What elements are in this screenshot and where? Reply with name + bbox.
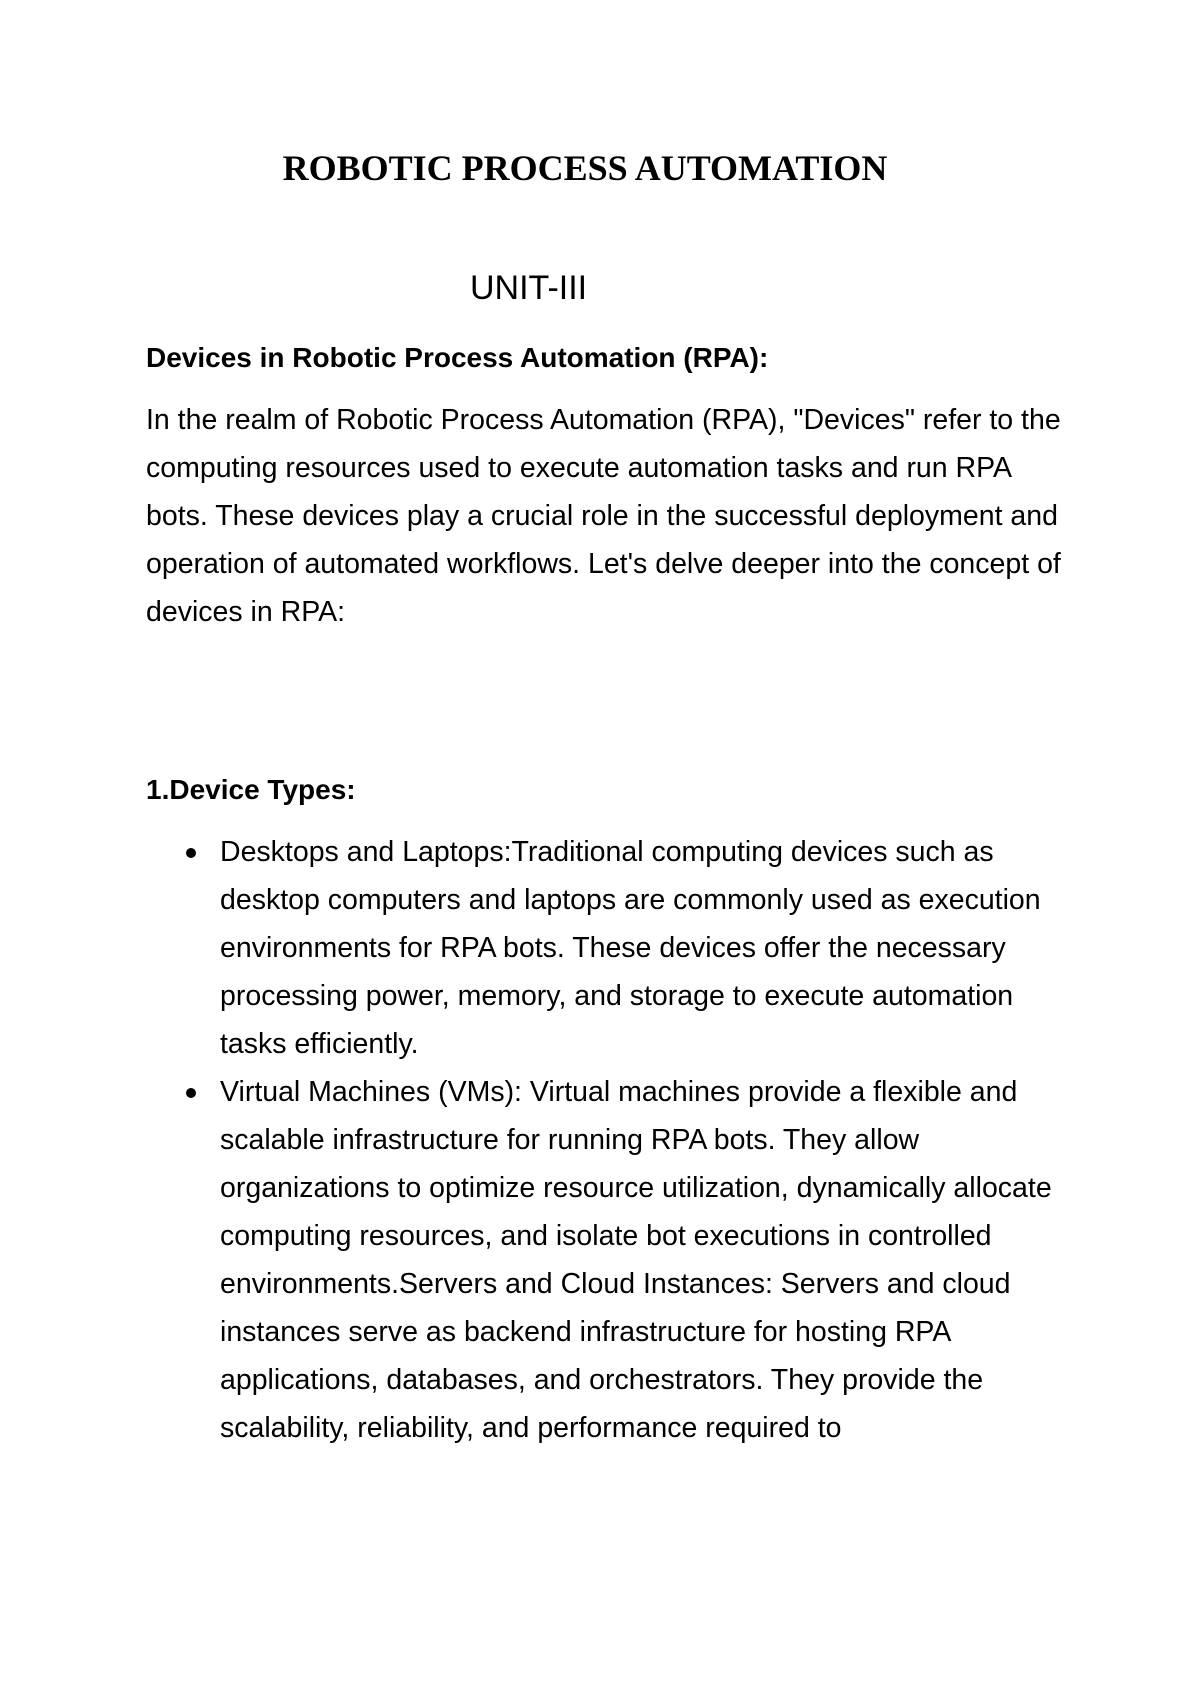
list-item-text: Desktops and Laptops:Traditional computing devices such as desktop computers and laptops are commonly used as execution environments for RPA bots. These devices offer the necessary processing power, memory, and storage to execute automation tasks efficiently. — [220, 836, 1041, 1060]
list-item — [146, 1068, 1076, 1452]
list-item-text: Virtual Machines (VMs): Virtual machines provide a flexible and scalable infrastructure for running RPA bots. They allow organizations to optimize resource utilization, dynamically allocate computing resources, and isolate bot executions in controlled environments.Servers and Cloud Instances: Servers and cloud instances serve as backend infrastructure for hosting RPA applications, databases, and orchestrators. They provide the scalability, reliability, and performance required to — [220, 1076, 1052, 1444]
list-item — [146, 828, 1076, 1068]
subsection-heading: 1.Device Types: — [146, 774, 356, 805]
intro-paragraph: In the realm of Robotic Process Automation (RPA), "Devices" refer to the computing resources used to execute automation tasks and run RPA bots. These devices play a crucial role in the successful deployment and operation of automated workflows. Let's delve deeper into the concept of devices in RPA: — [146, 404, 1061, 628]
unit-heading: UNIT-III — [470, 269, 588, 307]
device-types-list — [146, 828, 1076, 1452]
bullet-icon — [186, 1088, 196, 1098]
document-title-text: ROBOTIC PROCESS AUTOMATION — [282, 148, 888, 188]
document-title — [0, 146, 1200, 190]
bullet-icon — [186, 848, 196, 858]
section-heading: Devices in Robotic Process Automation (RPA): — [146, 342, 769, 373]
